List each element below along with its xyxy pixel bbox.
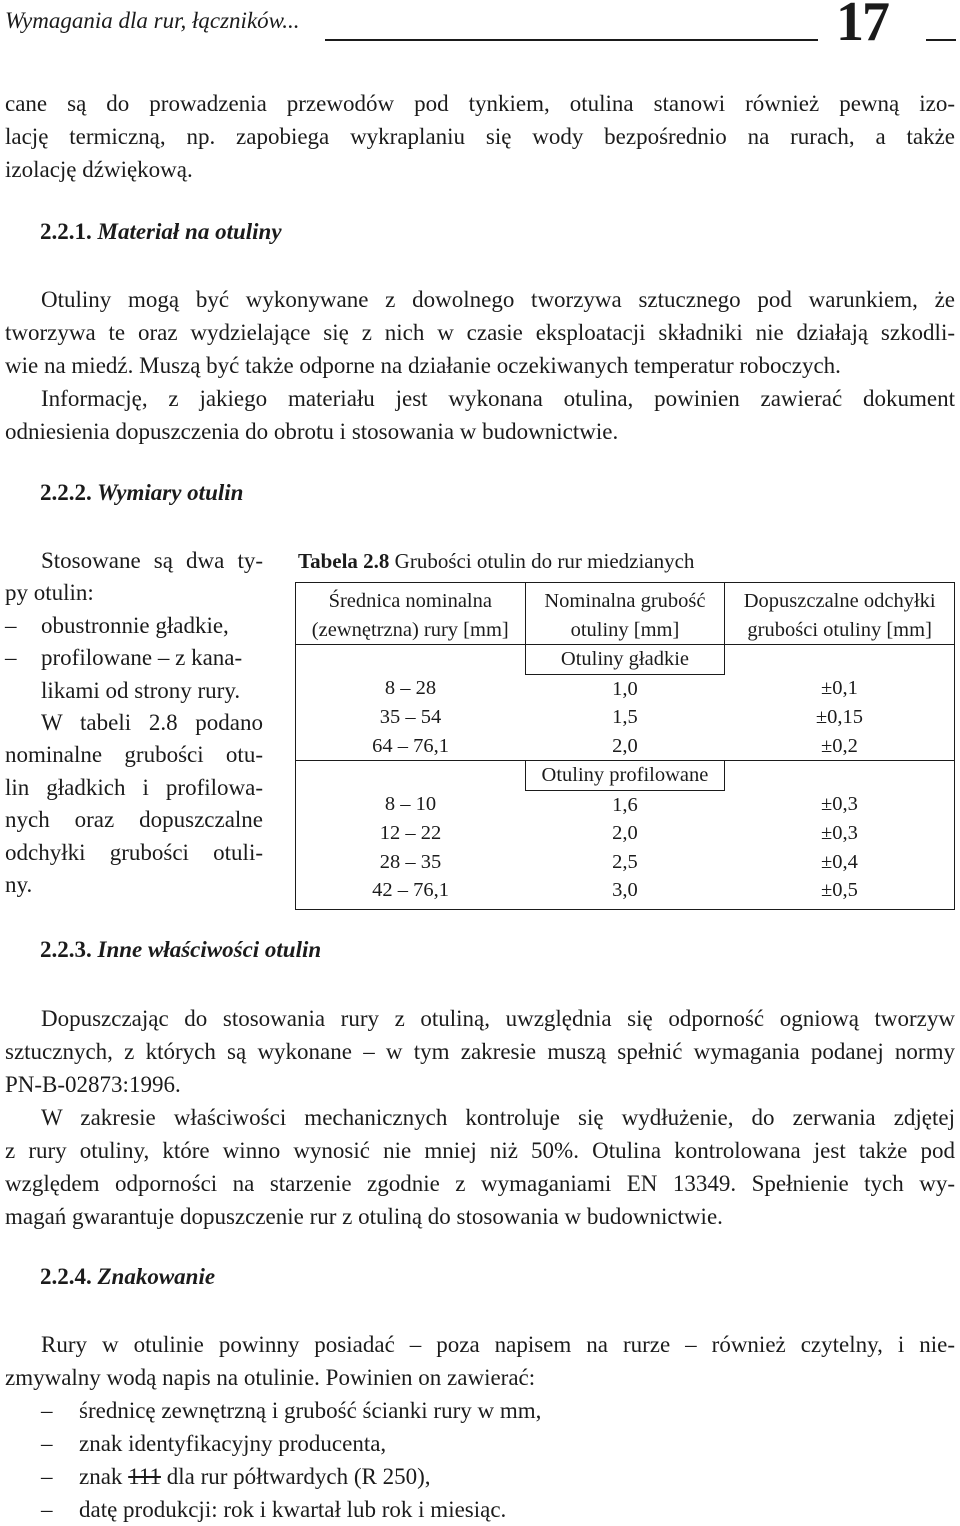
table-row xyxy=(296,674,955,703)
table-cell: 1,0 xyxy=(612,677,638,700)
text-line: nominalne grubości otu- xyxy=(5,742,263,768)
section-224-body xyxy=(5,1328,955,1526)
table-caption-text: Grubości otulin do rur miedzianych xyxy=(389,549,695,573)
table-cell: ±0,3 xyxy=(820,793,858,816)
text-line: py otulin: xyxy=(5,580,94,606)
table-cell: ±0,1 xyxy=(820,677,858,700)
table-cell: 42 – 76,1 xyxy=(372,879,449,901)
marking-list-item: – znak 111 dla rur półtwardych (R 250), xyxy=(41,1464,431,1489)
table-row xyxy=(296,848,955,877)
section-title: Inne właściwości otulin xyxy=(97,937,322,962)
table-cell: 3,0 xyxy=(612,879,638,901)
table-cell: 12 – 22 xyxy=(379,822,442,844)
table-cell: 64 – 76,1 xyxy=(372,734,449,757)
column-header: Średnica nominalna (zewnętrzna) rury [mm] xyxy=(296,583,526,645)
table-cell: 2,0 xyxy=(612,822,638,844)
section-title: Znakowanie xyxy=(97,1264,216,1289)
table-cell: ±0,3 xyxy=(820,822,858,844)
table-cell: ±0,4 xyxy=(820,850,858,873)
table-cell: 2,5 xyxy=(612,850,638,873)
text-line: Rury w otulinie powinny posiadać – poza napisem na rurze – również czytelny, i nie- xyxy=(41,1332,955,1357)
text-line: odniesienia dopuszczenia do obrotu i stosowania w budownictwie. xyxy=(5,419,619,444)
section-title: Materiał na otuliny xyxy=(97,219,282,244)
table-group-label: Otuliny gładkie xyxy=(525,645,725,675)
table-row xyxy=(296,732,955,761)
table-cell: 1,6 xyxy=(612,793,638,816)
section-223-body xyxy=(5,1002,955,1233)
text-line: tworzywa te oraz wydzielające się z nich w czasie eksploatacji składniki nie działają szkodli- xyxy=(5,320,955,345)
marking-list-item: – znak identyfikacyjny producenta, xyxy=(41,1431,387,1456)
column-header: Nominalna grubość otuliny [mm] xyxy=(525,583,725,645)
text-line: ny. xyxy=(5,872,33,898)
table-cell: 28 – 35 xyxy=(379,850,442,873)
section-number: 2.2.1. xyxy=(40,219,92,244)
section-heading-224 xyxy=(40,1264,215,1290)
table-header-row xyxy=(296,583,955,645)
text-line: odchyłki grubości otuli- xyxy=(5,839,263,865)
text-line: lin gładkich i profilowa- xyxy=(5,774,263,800)
text-line: Informację, z jakiego materiału jest wykonana otulina, powinien zawierać dokument xyxy=(41,386,955,411)
table-row xyxy=(296,703,955,732)
text-line: W tabeli 2.8 podano xyxy=(41,710,263,736)
intro-paragraph xyxy=(5,87,955,186)
section-number: 2.2.2. xyxy=(40,480,92,505)
table-group-row xyxy=(296,761,955,791)
header-rule xyxy=(325,39,818,41)
text-line: z rury otuliny, które winno wynosić nie mniej niż 50%. Otulina kontrolowana jest także pod xyxy=(5,1138,955,1163)
text-line: Stosowane są dwa ty- xyxy=(41,548,263,573)
section-222-sidebar-text xyxy=(5,545,263,901)
text-line: wie na miedź. Muszą być także odporne na działanie oczekiwanych temperatur roboczych. xyxy=(5,353,841,378)
text-line: magań gwarantuje dopuszczenie rur z otuliną do stosowania w budownictwie. xyxy=(5,1204,723,1229)
marking-list-item: – średnicę zewnętrzną i grubość ścianki rury w mm, xyxy=(41,1398,542,1423)
text-line: lację termiczną, np. zapobiega wykraplaniu się wody bezpośrednio na rurach, a także xyxy=(5,124,955,149)
section-heading-221 xyxy=(40,219,282,245)
table-cell: 8 – 28 xyxy=(384,677,437,700)
table-caption-label: Tabela 2.8 xyxy=(298,549,390,573)
section-heading-223 xyxy=(40,937,321,963)
table-group-label: Otuliny profilowane xyxy=(525,761,725,791)
running-header: Wymagania dla rur, łączników... xyxy=(5,8,300,33)
dash-list-item-cont: likami od strony rury. xyxy=(41,677,241,703)
section-title: Wymiary otulin xyxy=(97,480,244,505)
text-line: izolację dźwiękową. xyxy=(5,157,193,182)
dash-list-item: – obustronnie gładkie, xyxy=(5,612,229,638)
table-row xyxy=(296,876,955,909)
dash-list-item: – profilowane – z kana- xyxy=(5,645,243,671)
section-heading-222 xyxy=(40,480,243,506)
thickness-table xyxy=(295,582,955,910)
table-group-row xyxy=(296,645,955,675)
text-line: Dopuszczając do stosowania rury z otuliną, uwzględnia się odporność ogniową tworzyw xyxy=(41,1006,955,1031)
column-header: Dopuszczalne odchyłki grubości otuliny [mm] xyxy=(725,583,955,645)
table-caption xyxy=(298,549,694,574)
header-rule-short xyxy=(926,39,956,41)
table-cell: 1,5 xyxy=(612,706,638,728)
text-line: cane są do prowadzenia przewodów pod tynkiem, otulina stanowi również pewną izo- xyxy=(5,91,955,116)
text-line: względem odporności na starzenie zgodnie z wymaganiami EN 13349. Spełnienie tych wy- xyxy=(5,1171,955,1196)
page-number: 17 xyxy=(836,0,888,53)
table-cell: ±0,2 xyxy=(820,734,858,757)
table-row xyxy=(296,819,955,848)
text-line: sztucznych, z których są wykonane – w tym zakresie muszą spełnić wymagania podanej normy xyxy=(5,1039,955,1064)
quality-mark: 111 xyxy=(128,1464,161,1489)
text-line: PN-B-02873:1996. xyxy=(5,1072,181,1097)
section-number: 2.2.3. xyxy=(40,937,92,962)
section-number: 2.2.4. xyxy=(40,1264,92,1289)
text-line: nych oraz dopuszczalne xyxy=(5,807,263,833)
text-line: W zakresie właściwości mechanicznych kontroluje się wydłużenie, do zerwania zdjętej xyxy=(41,1105,955,1130)
table-cell: 2,0 xyxy=(612,734,638,757)
table-row xyxy=(296,790,955,819)
table-cell: ±0,5 xyxy=(820,879,858,901)
table-cell: 8 – 10 xyxy=(384,793,437,816)
text-line: Otuliny mogą być wykonywane z dowolnego tworzywa sztucznego pod warunkiem, że xyxy=(41,287,955,312)
marking-list-item: – datę produkcji: rok i kwartał lub rok i miesiąc. xyxy=(41,1497,507,1522)
table-cell: ±0,15 xyxy=(815,706,863,728)
section-221-body xyxy=(5,283,955,448)
text-line: zmywalny wodą napis na otulinie. Powinien on zawierać: xyxy=(5,1365,536,1390)
table-cell: 35 – 54 xyxy=(379,706,442,728)
